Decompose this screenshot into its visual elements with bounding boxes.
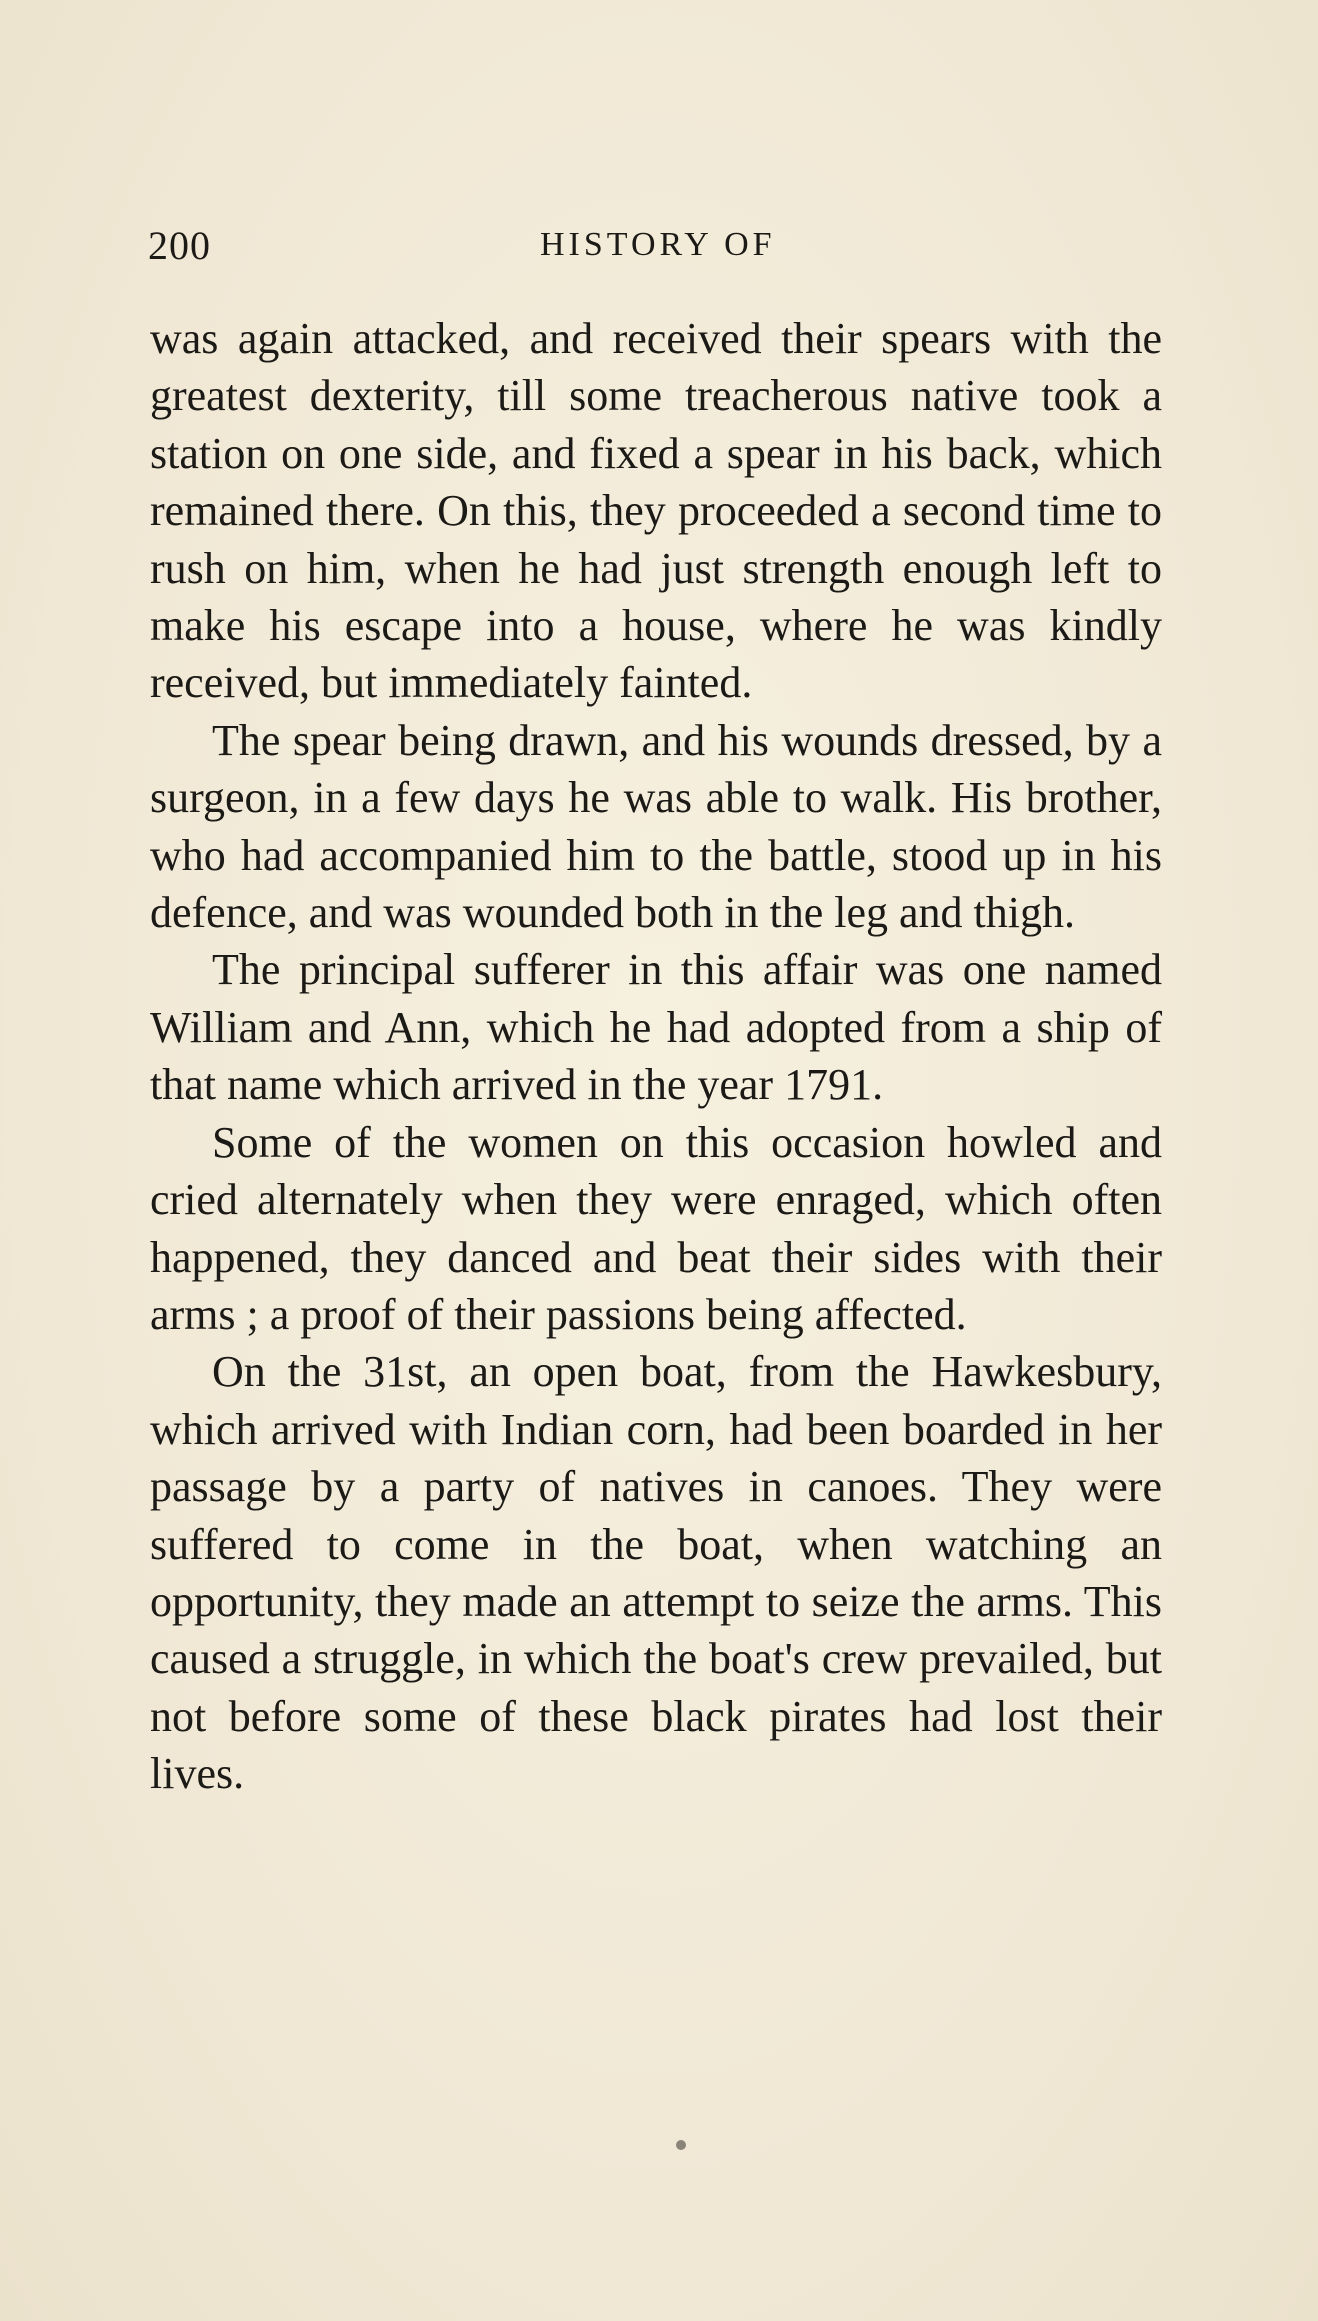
paragraph-1: was again attacked, and received their spears with the greatest dexterity, till some treacherous native took a station on one side, and fixed a spear in his back, which remained there. On this, they proceeded a second time to rush on him, when he had just strength enough left to make his escape into a house, where he was kindly received, but immediately fainted.	[150, 314, 1162, 708]
printer-mark-dot	[676, 2140, 686, 2150]
page-header	[148, 222, 1160, 282]
page-number: 200	[148, 223, 211, 268]
paragraph-4: Some of the women on this occasion howled and cried alternately when they were enraged, which often happened, they danced and beat their sides with their arms ; a proof of their passions being affected.	[150, 1117, 1162, 1339]
paragraph-5: On the 31st, an open boat, from the Hawkesbury, which arrived with Indian corn, had been boarded in her passage by a party of natives in canoes. They were suffered to come in the boat, when watching an opportunity, they made an attempt to seize the arms. This caused a struggle, in which the boat's crew prevailed, but not before some of these black pirates had lost their lives.	[150, 1347, 1162, 1799]
paragraph-2: The spear being drawn, and his wounds dressed, by a surgeon, in a few days he was able to walk. His brother, who had accompanied him to the battle, stood up in his defence, and was wounded both in the leg and thigh.	[150, 715, 1162, 938]
running-head: HISTORY OF	[540, 226, 776, 263]
body-text	[150, 310, 1162, 1803]
paragraph-3: The principal sufferer in this affair was one named William and Ann, which he had adopted from a ship of that name which arrived in the year 1791.	[150, 945, 1162, 1110]
